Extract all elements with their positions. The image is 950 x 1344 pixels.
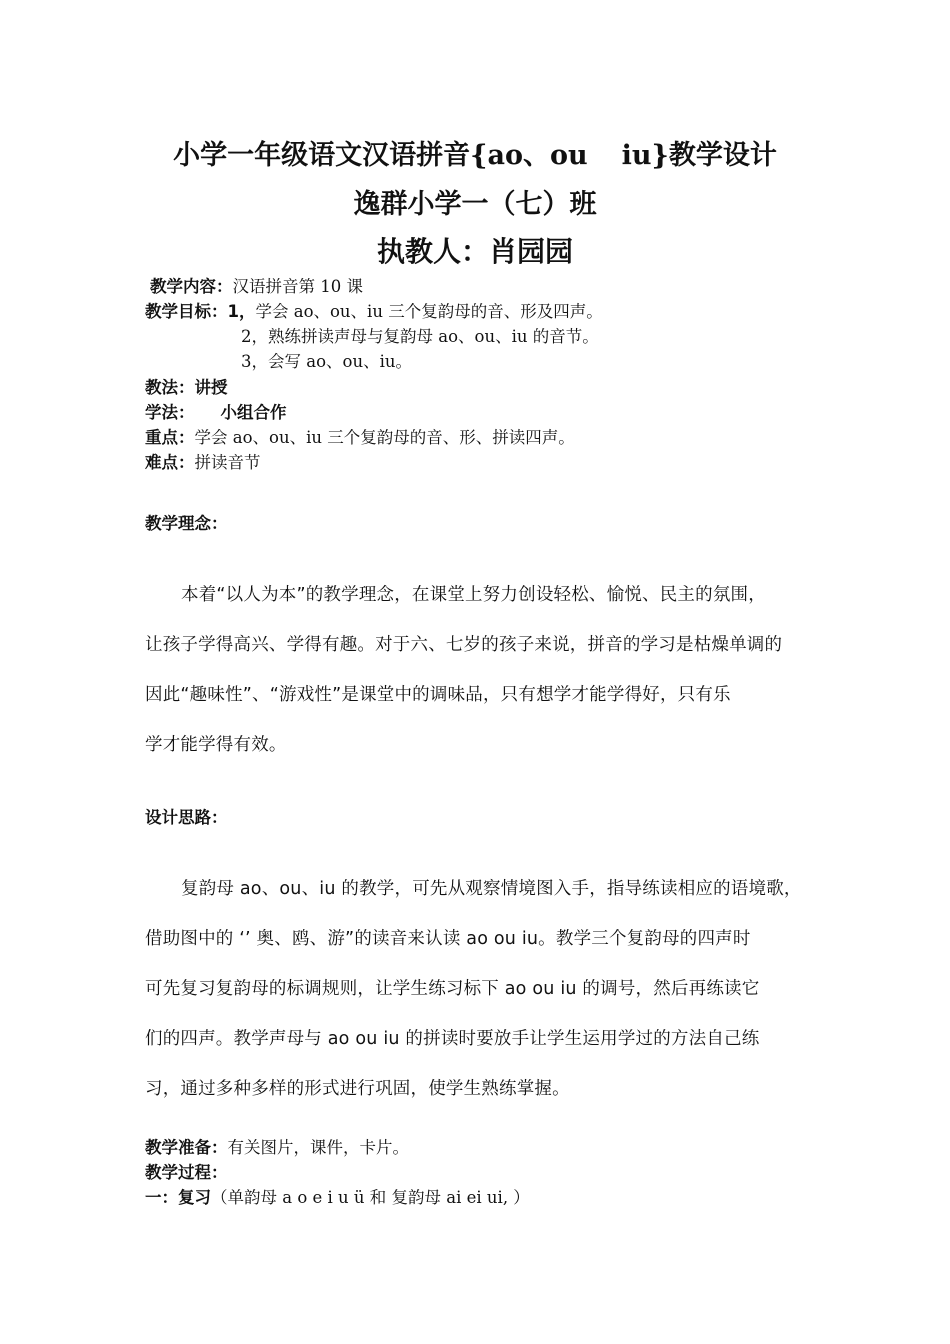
teaching-method: 教法：讲授: [145, 378, 228, 397]
step-1-label: 一：复习: [145, 1188, 211, 1207]
philosophy-heading: 教学理念：: [145, 514, 228, 533]
teaching-preparation: [145, 1134, 409, 1158]
design-line-2: 借助图中的 ‘’ 奥、鸥、游”的读音来认读 ao ou iu。教学三个复韵母的四声时: [145, 929, 751, 949]
learning-method-value: 小组合作: [220, 403, 287, 422]
design-line-5: 习，通过多种多样的形式进行巩固，使学生熟练掌握。: [145, 1079, 570, 1099]
key-point: [145, 424, 575, 448]
teaching-content-label: 教学内容：: [150, 277, 233, 296]
teaching-goal-1: [145, 298, 603, 322]
school-class-title: 逸群小学一（七）班: [353, 189, 597, 220]
teacher-title: 执教人：肖园园: [376, 235, 573, 268]
design-line-1: 复韵母 ao、ou、iu 的教学，可先从观察情境图入手，指导练读相应的语境歌，: [181, 879, 802, 899]
preparation-value: 有关图片，课件，卡片。: [227, 1138, 409, 1157]
document-title: [0, 133, 950, 172]
goal-1-number: 1，: [227, 302, 256, 321]
key-point-label: 重点：: [145, 428, 195, 447]
difficult-point-value: 拼读音节: [194, 453, 261, 472]
philosophy-line-4: 学才能学得有效。: [145, 735, 287, 755]
process-step-1: [145, 1184, 530, 1208]
goal-1-text: 学会 ao、ou、iu 三个复韵母的音、形及四声。: [255, 302, 603, 321]
teaching-goal-3: 3，会写 ao、ou、iu。: [241, 352, 412, 371]
difficult-point-label: 难点：: [145, 453, 195, 472]
learning-method-label: 学法：: [145, 403, 195, 422]
teaching-goal-2: 2，熟练拼读声母与复韵母 ao、ou、iu 的音节。: [241, 327, 599, 346]
preparation-label: 教学准备：: [145, 1138, 228, 1157]
teaching-process-label: 教学过程：: [145, 1163, 228, 1182]
philosophy-line-3: 因此“趣味性”、“游戏性”是课堂中的调味品，只有想学才能学得好，只有乐: [145, 685, 731, 705]
step-1-value: （单韵母 a o e i u ü 和 复韵母 ai ei ui, ）: [211, 1188, 530, 1207]
title-part-1: 小学一年级语文汉语拼音{ao、ou: [173, 140, 588, 171]
design-line-4: 们的四声。教学声母与 ao ou iu 的拼读时要放手让学生运用学过的方法自己练: [145, 1029, 760, 1049]
difficult-point: [145, 449, 261, 473]
philosophy-line-2: 让孩子学得高兴、学得有趣。对于六、七岁的孩子来说，拼音的学习是枯燥单调的: [145, 635, 783, 655]
philosophy-line-1: 本着“以人为本”的教学理念，在课堂上努力创设轻松、愉悦、民主的氛围，: [181, 585, 766, 605]
design-line-3: 可先复习复韵母的标调规则，让学生练习标下 ao ou iu 的调号，然后再练读它: [145, 979, 760, 999]
teaching-content-value: 汉语拼音第 10 课: [232, 277, 363, 296]
teaching-goal-label: 教学目标：: [145, 302, 228, 321]
teaching-content: [150, 273, 363, 297]
design-heading: 设计思路：: [145, 808, 228, 827]
title-part-2: iu}教学设计: [621, 140, 777, 171]
key-point-value: 学会 ao、ou、iu 三个复韵母的音、形、拼读四声。: [194, 428, 575, 447]
learning-method: [145, 399, 287, 423]
